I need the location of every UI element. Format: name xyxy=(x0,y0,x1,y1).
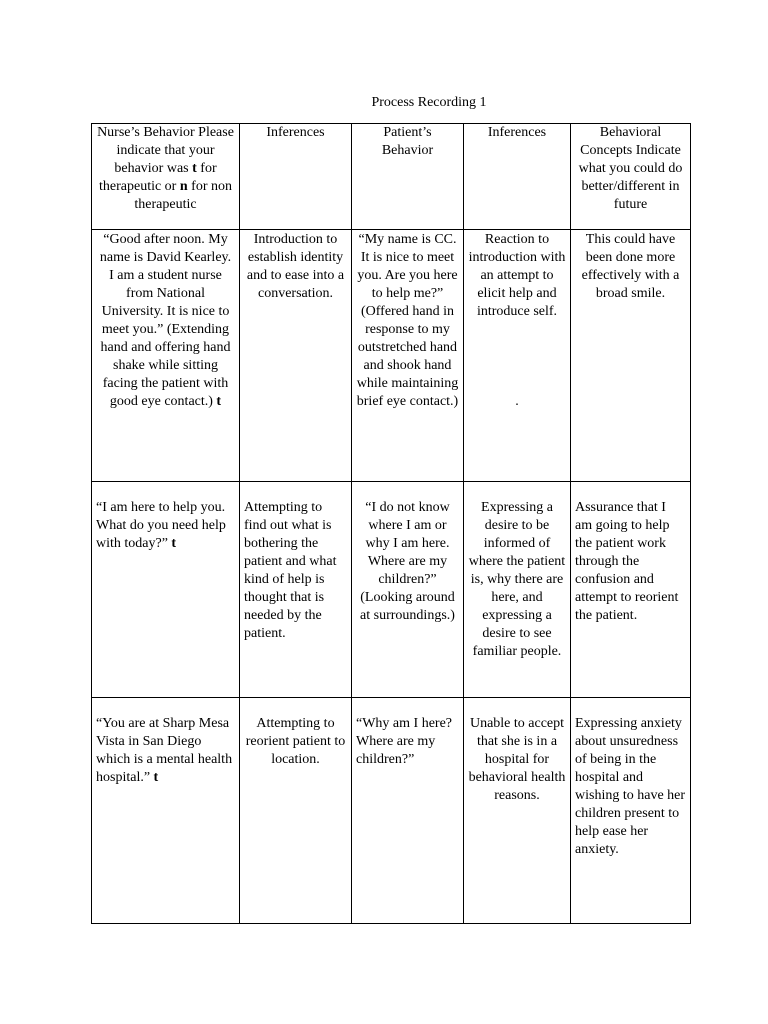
therapeutic-mark: t xyxy=(216,394,222,409)
nurse-text: “You are at Sharp Mesa Vista in San Diego which is a mental health hospital.” xyxy=(96,716,233,785)
table-row xyxy=(92,230,691,482)
cell-behavioral-concept: Assurance that I am going to help the patient work through the confusion and attempt to reorient the patient. xyxy=(571,482,691,698)
inference-2-text: Reaction to introduction with an attempt to elicit help and introduce self. xyxy=(468,232,566,319)
header-inferences-1: Inferences xyxy=(240,124,352,230)
nurse-text: “I am here to help you. What do you need help with today?” xyxy=(96,500,226,551)
cell-behavioral-concept: Expressing anxiety about unsuredness of being in the hospital and wishing to have her children present to help ease her anxiety. xyxy=(571,698,691,924)
cell-nurse-behavior xyxy=(92,230,240,482)
therapeutic-mark: t xyxy=(171,536,177,551)
cell-nurse-behavior xyxy=(92,698,240,924)
inference-2-dot: . xyxy=(515,394,519,409)
document-title: Process Recording 1 xyxy=(371,95,487,110)
therapeutic-mark: t xyxy=(153,770,159,785)
header-nurse-n-mark: n xyxy=(179,179,188,194)
cell-inference-2: Unable to accept that she is in a hospital for behavioral health reasons. xyxy=(464,698,571,924)
header-behavioral-concepts: Behavioral Concepts Indicate what you could do better/different in future xyxy=(571,124,691,230)
header-nurse-text-c: for non therapeutic xyxy=(134,179,232,212)
table-row xyxy=(92,698,691,924)
cell-patient-behavior: “I do not know where I am or why I am here. Where are my children?” (Looking around at surroundings.) xyxy=(352,482,464,698)
cell-patient-behavior: “Why am I here? Where are my children?” xyxy=(352,698,464,924)
header-patient-behavior: Patient’s Behavior xyxy=(352,124,464,230)
header-nurse-text-a: Please indicate that your behavior was xyxy=(114,125,234,176)
header-row xyxy=(92,124,691,230)
cell-nurse-behavior xyxy=(92,482,240,698)
cell-inference-2 xyxy=(464,230,571,482)
process-recording-table xyxy=(91,123,691,924)
cell-inference-1: Introduction to establish identity and to ease into a conversation. xyxy=(240,230,352,482)
cell-inference-2: Expressing a desire to be informed of where the patient is, why there are here, and expressing a desire to see familiar people. xyxy=(464,482,571,698)
header-nurse-t-mark: t xyxy=(192,161,197,176)
cell-inference-1: Attempting to reorient patient to location. xyxy=(240,698,352,924)
header-inferences-2: Inferences xyxy=(464,124,571,230)
header-nurse-title: Nurse’s Behavior xyxy=(97,125,195,140)
header-nurse-text-b: for therapeutic or xyxy=(99,161,217,194)
table-row xyxy=(92,482,691,698)
nurse-text: “Good after noon. My name is David Kearley. I am a student nurse from National University. It is nice to meet you.” (Extending hand and offering hand shake while sitting facing the patient with good eye contact.) xyxy=(99,232,232,409)
header-nurse-behavior xyxy=(92,124,240,230)
cell-inference-1: Attempting to find out what is bothering the patient and what kind of help is thought that is needed by the patient. xyxy=(240,482,352,698)
cell-patient-behavior: “My name is CC. It is nice to meet you. Are you here to help me?” (Offered hand in response to my outstretched hand and shook hand while maintaining brief eye contact.) xyxy=(352,230,464,482)
cell-behavioral-concept: This could have been done more effectively with a broad smile. xyxy=(571,230,691,482)
